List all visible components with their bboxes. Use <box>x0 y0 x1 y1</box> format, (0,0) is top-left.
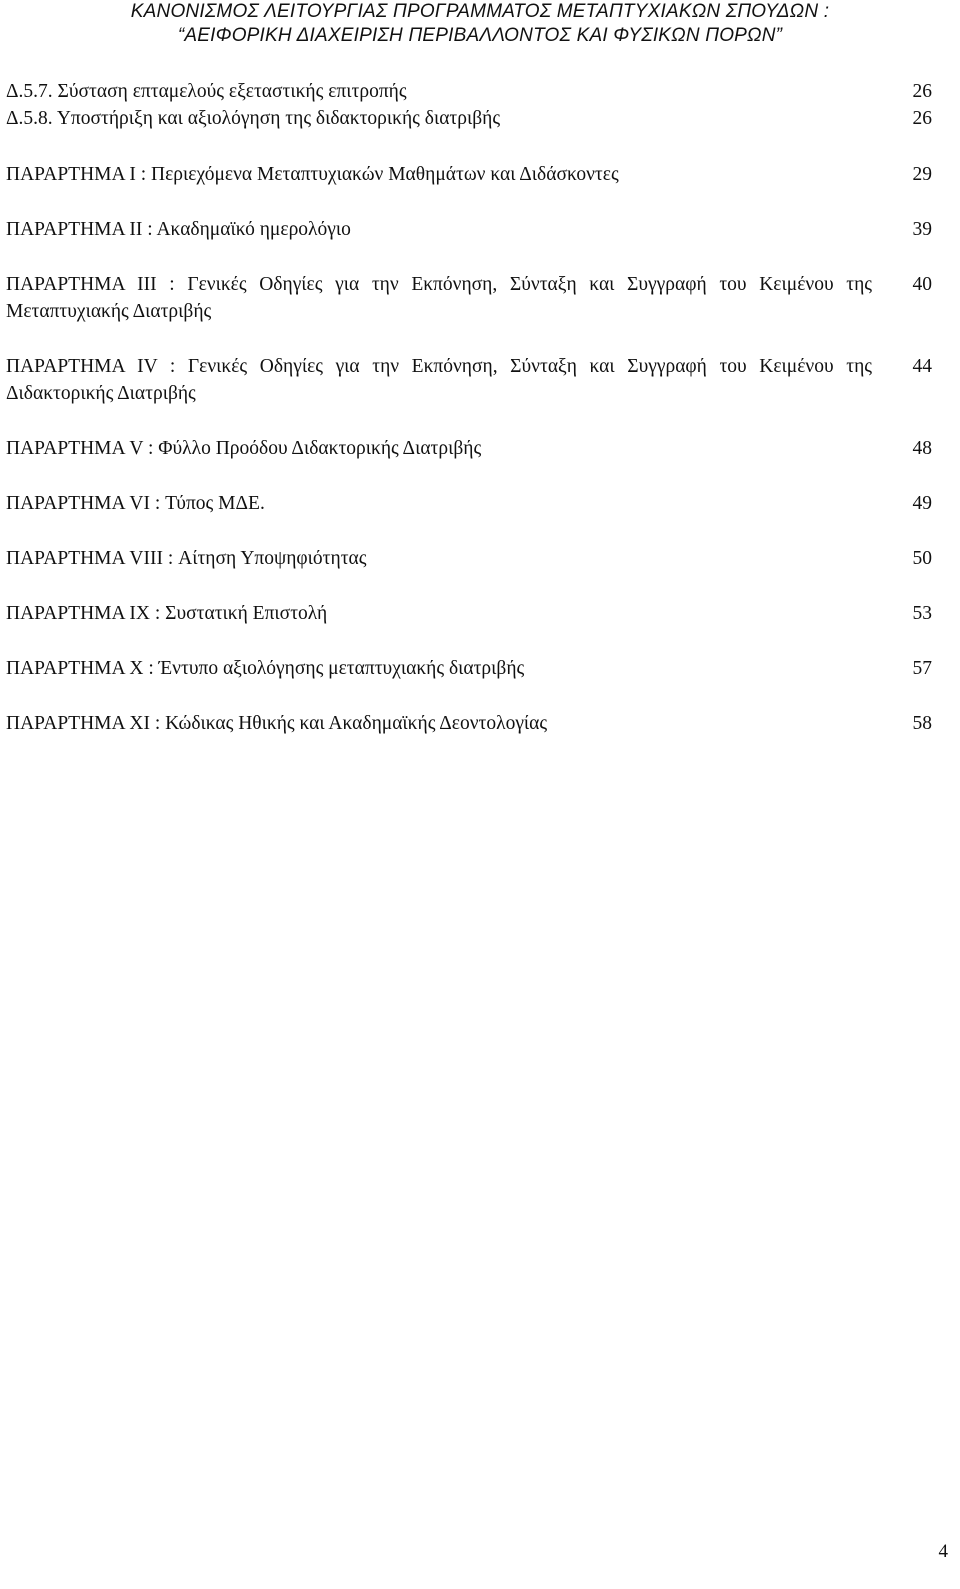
toc-entry-page: 29 <box>912 164 932 185</box>
toc-entry-title: ΠΑΡΑΡΤΗΜΑ ΙV : Γενικές Οδηγίες για την Εκπόνηση, Σύνταξη και Συγγραφή του Κειμένου της Διδακτορικής Διατριβής <box>6 356 872 404</box>
toc-entry[interactable] <box>6 78 932 105</box>
toc-entry-appendix-2[interactable] <box>6 216 932 243</box>
toc-entry-page: 50 <box>912 548 932 569</box>
toc-entry-appendix-1[interactable] <box>6 161 932 188</box>
toc-entry-page: 40 <box>912 274 932 295</box>
toc-entry-appendix-5[interactable] <box>6 435 932 462</box>
toc-entry-title: ΠΑΡΑΡΤΗΜΑ XI : Κώδικας Ηθικής και Ακαδημαϊκής Δεοντολογίας <box>6 713 548 734</box>
toc-entry-page: 39 <box>912 219 932 240</box>
toc-entry-page: 58 <box>912 713 932 734</box>
toc-entry-page: 48 <box>912 438 932 459</box>
table-of-contents <box>6 78 932 737</box>
toc-entry-page: 53 <box>912 603 932 624</box>
running-header <box>0 0 960 48</box>
toc-entry-title: ΠΑΡΑΡΤΗΜΑ ΙΙΙ : Γενικές Οδηγίες για την Εκπόνηση, Σύνταξη και Συγγραφή του Κειμένου της Μεταπτυχιακής Διατριβής <box>6 274 872 322</box>
toc-entry-title: ΠΑΡΑΡΤΗΜΑ X : Έντυπο αξιολόγησης μεταπτυχιακής διατριβής <box>6 658 525 679</box>
toc-entry-appendix-4[interactable] <box>6 353 932 407</box>
header-line-2: “ΑΕΙΦΟΡΙΚΗ ΔΙΑΧΕΙΡΙΣΗ ΠΕΡΙΒΑΛΛΟΝΤΟΣ ΚΑΙ ΦΥΣΙΚΩΝ ΠΟΡΩΝ” <box>177 25 783 46</box>
toc-entry-title: Δ.5.7. Σύσταση επταμελούς εξεταστικής επιτροπής <box>6 81 407 102</box>
toc-entry-appendix-11[interactable] <box>6 710 932 737</box>
toc-entry[interactable] <box>6 105 932 132</box>
toc-entry-title: ΠΑΡΑΡΤΗΜΑ VIII : Αίτηση Υποψηφιότητας <box>6 548 367 569</box>
toc-entry-appendix-9[interactable] <box>6 600 932 627</box>
toc-entry-page: 44 <box>912 356 932 377</box>
toc-entry-page: 26 <box>912 108 932 129</box>
toc-entry-appendix-10[interactable] <box>6 655 932 682</box>
toc-entry-appendix-6[interactable] <box>6 490 932 517</box>
toc-entry-page: 49 <box>912 493 932 514</box>
toc-entry-title: ΠΑΡΑΡΤΗΜΑ VI : Τύπος ΜΔΕ. <box>6 493 265 514</box>
toc-entry-title: ΠΑΡΑΡΤΗΜΑ ΙΙ : Ακαδημαϊκό ημερολόγιο <box>6 219 351 240</box>
toc-entry-title: ΠΑΡΑΡΤΗΜΑ V : Φύλλο Προόδου Διδακτορικής Διατριβής <box>6 438 482 459</box>
toc-entry-title: ΠΑΡΑΡΤΗΜΑ Ι : Περιεχόμενα Μεταπτυχιακών Μαθημάτων και Διδάσκοντες <box>6 164 619 185</box>
toc-entry-page: 26 <box>912 81 932 102</box>
page-number: 4 <box>938 1541 948 1562</box>
toc-entry-page: 57 <box>912 658 932 679</box>
toc-entry-title: Δ.5.8. Υποστήριξη και αξιολόγηση της διδακτορικής διατριβής <box>6 108 501 129</box>
toc-entry-appendix-8[interactable] <box>6 545 932 572</box>
toc-entry-title: ΠΑΡΑΡΤΗΜΑ IX : Συστατική Επιστολή <box>6 603 328 624</box>
toc-entry-appendix-3[interactable] <box>6 271 932 325</box>
header-line-1: ΚΑΝΟΝΙΣΜΟΣ ΛΕΙΤΟΥΡΓΙΑΣ ΠΡΟΓΡΑΜΜΑΤΟΣ ΜΕΤΑΠΤΥΧΙΑΚΩΝ ΣΠΟΥΔΩΝ : <box>130 1 830 22</box>
